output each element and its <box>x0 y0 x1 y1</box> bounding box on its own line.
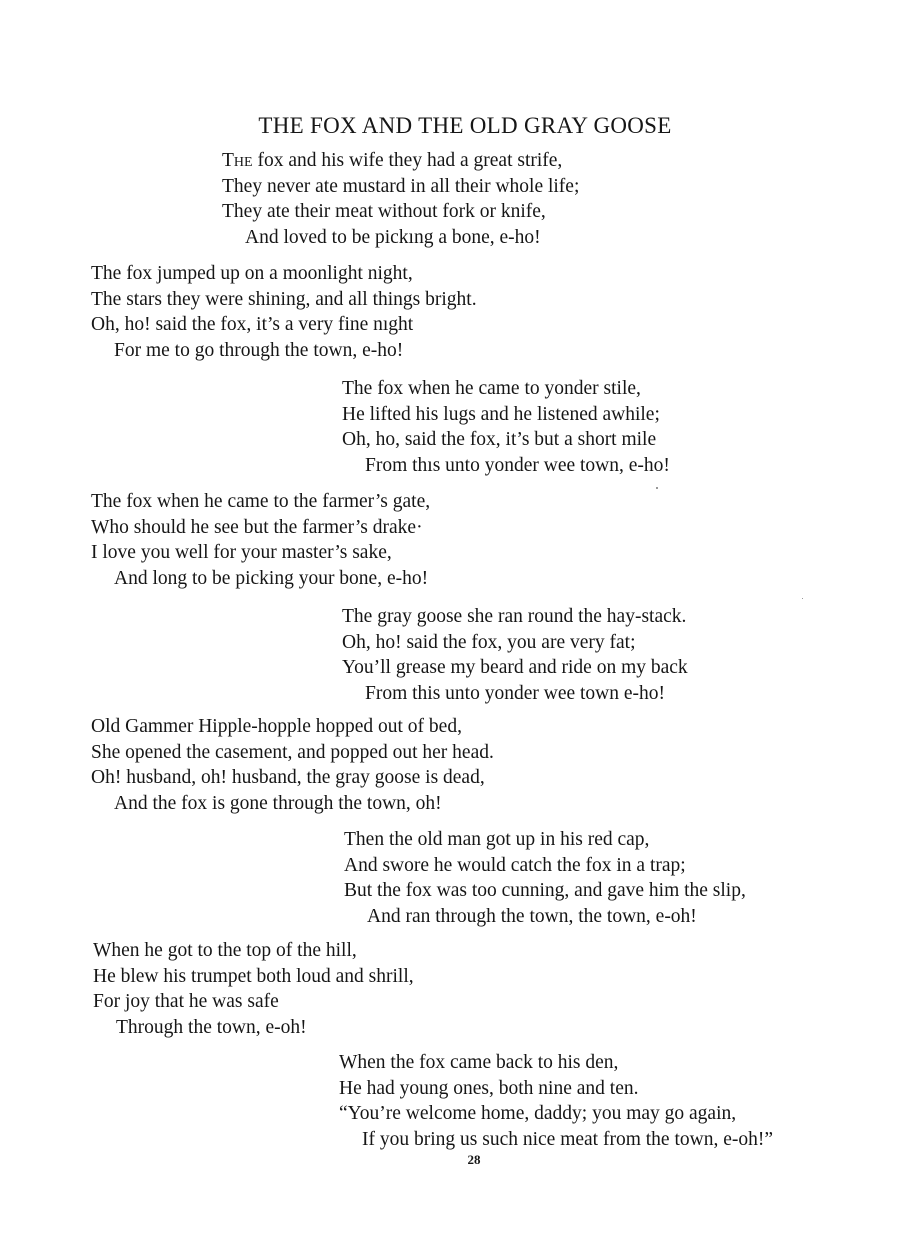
poem-line: But the fox was too cunning, and gave him the slip, <box>344 880 746 902</box>
stanza-7 <box>344 827 746 929</box>
print-speck <box>802 598 803 599</box>
poem-line: The fox and his wife they had a great strife, <box>222 150 563 171</box>
poem-line: Oh, ho, said the fox, it’s but a short mile <box>342 429 657 451</box>
poem-line: And swore he would catch the fox in a trap; <box>344 854 686 876</box>
poem-line: And loved to be pickıng a bone, e-ho! <box>245 226 541 248</box>
poem-line: When the fox came back to his den, <box>339 1052 619 1073</box>
poem-line: “You’re welcome home, daddy; you may go again, <box>339 1103 737 1125</box>
poem-line: And ran through the town, the town, e-oh! <box>367 905 697 927</box>
poem-line: Through the town, e-oh! <box>116 1016 307 1038</box>
poem-line: Oh! husband, oh! husband, the gray goose is dead, <box>91 767 485 789</box>
poem-line: I love you well for your master’s sake, <box>91 542 392 564</box>
poem-line: From thıs unto yonder wee town, e-ho! <box>365 454 670 476</box>
poem-line: He had young ones, both nine and ten. <box>339 1077 639 1099</box>
stanza-5 <box>342 604 688 706</box>
poem-line: The gray goose she ran round the hay-stack. <box>342 606 687 627</box>
poem-line: He blew his trumpet both loud and shrill, <box>93 965 414 987</box>
stanza-4 <box>91 489 430 591</box>
poem-line: The fox jumped up on a moonlight night, <box>91 263 413 284</box>
poem-line: And the fox is gone through the town, oh! <box>114 792 442 814</box>
poem-line: You’ll grease my beard and ride on my back <box>342 657 688 679</box>
poem-line: From this unto yonder wee town e-ho! <box>365 682 666 704</box>
poem-line: Who should he see but the farmer’s drake· <box>91 516 423 538</box>
poem-line: The stars they were shining, and all things bright. <box>91 288 477 310</box>
poem-line: And long to be picking your bone, e-ho! <box>114 567 429 589</box>
drop-word: The <box>222 150 253 171</box>
stanza-2 <box>91 261 477 363</box>
stanza-9 <box>339 1050 773 1152</box>
poem-line: For joy that he was safe <box>93 991 279 1013</box>
print-speck <box>656 487 658 489</box>
stanza-8 <box>93 938 414 1040</box>
stanza-1 <box>222 148 579 250</box>
stanza-6 <box>91 714 494 816</box>
poem-line: When he got to the top of the hill, <box>93 940 357 961</box>
poem-line: He lifted his lugs and he listened awhile; <box>342 403 660 425</box>
poem-title: THE FOX AND THE OLD GRAY GOOSE <box>258 113 672 138</box>
poem-line: They never ate mustard in all their whole life; <box>222 175 580 197</box>
poem-line: The fox when he came to the farmer’s gate, <box>91 491 431 512</box>
poem-line: For me to go through the town, e-ho! <box>114 339 404 361</box>
poem-line: Then the old man got up in his red cap, <box>344 829 650 850</box>
poem-line: Oh, ho! said the fox, it’s a very fine nıght <box>91 314 414 336</box>
poem-line: The fox when he came to yonder stile, <box>342 378 641 399</box>
page-number: 28 <box>467 1152 481 1167</box>
poem-line: Old Gammer Hipple-hopple hopped out of bed, <box>91 716 462 737</box>
poem-line: They ate their meat without fork or knife, <box>222 201 546 223</box>
stanza-3 <box>342 376 670 478</box>
poem-line: She opened the casement, and popped out her head. <box>91 741 494 763</box>
poem-line: If you bring us such nice meat from the town, e-oh!” <box>362 1128 774 1150</box>
poem-line: Oh, ho! said the fox, you are very fat; <box>342 631 636 653</box>
